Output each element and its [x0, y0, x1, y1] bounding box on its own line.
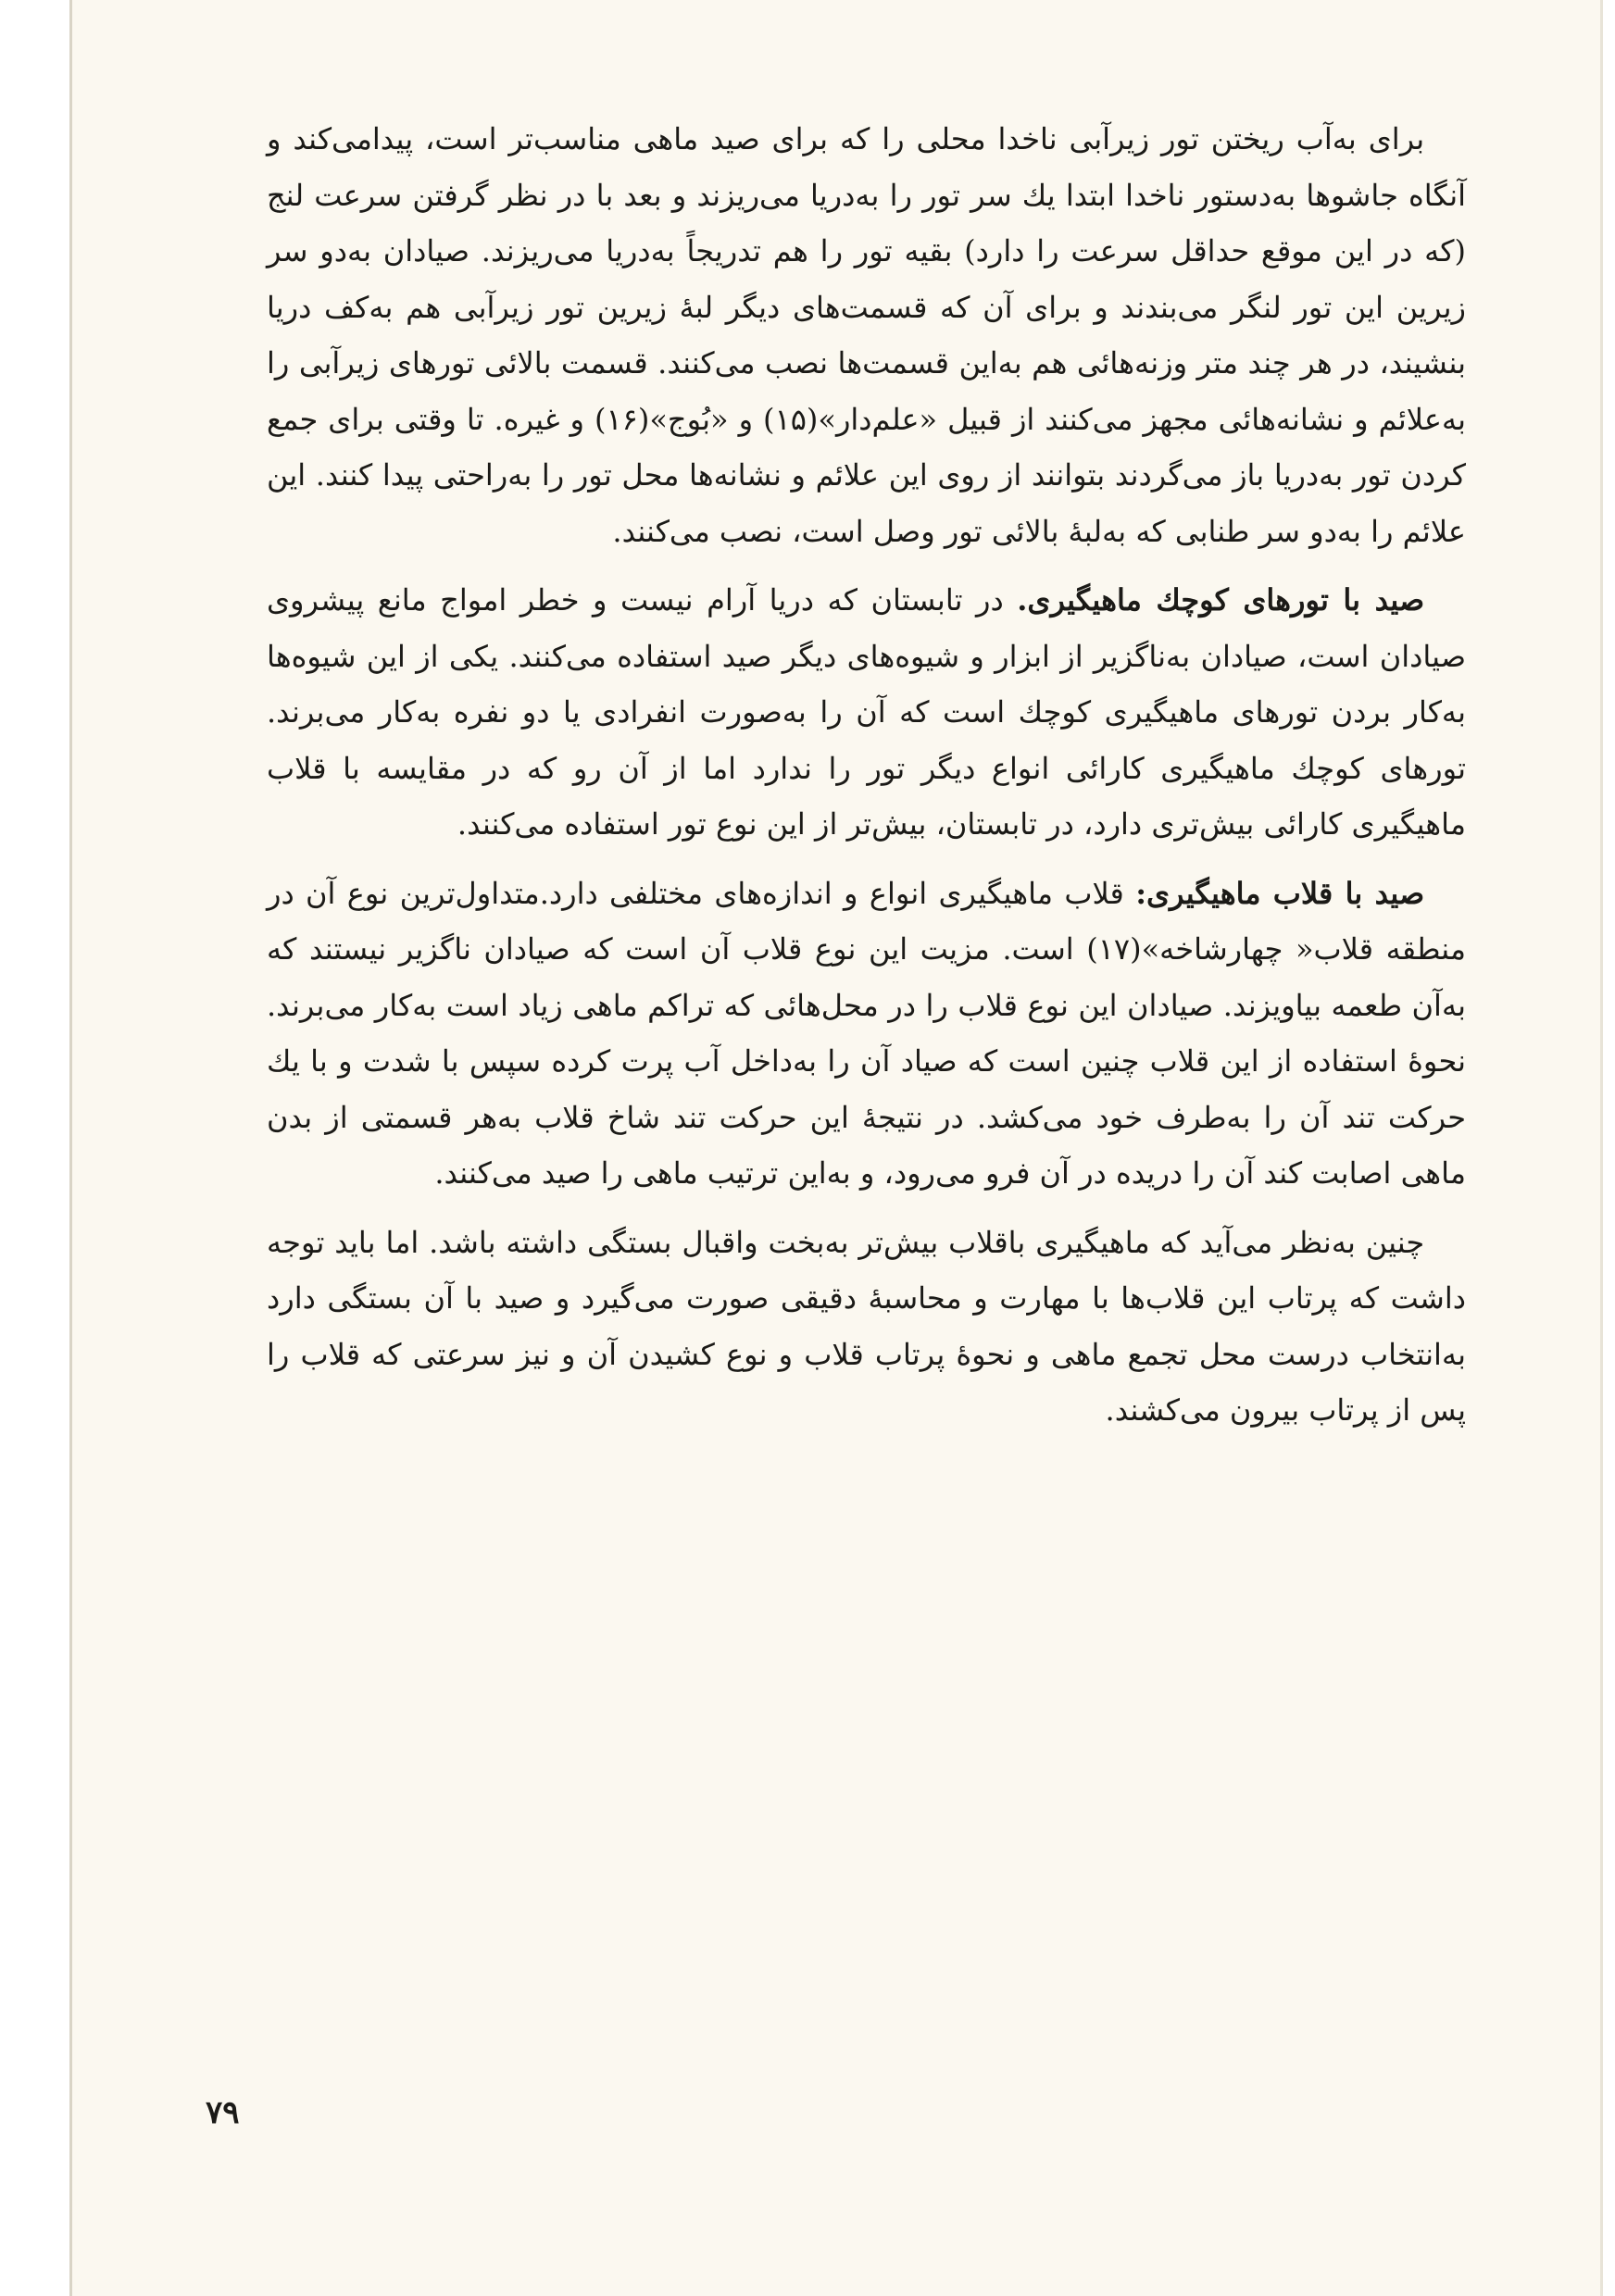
section-heading-small-nets: صید با تورهای کوچك ماهیگیری.	[1017, 582, 1425, 618]
paragraph-hook-fishing	[267, 866, 1466, 1202]
paragraph-net-laying	[267, 111, 1466, 559]
paragraph-text: در تابستان که دریا آرام نیست و خطر امواج مانع پیشروی صیادان است، صیادان به‌ناگزیر از ابزار و شیوه‌های دیگر صید استفاده می‌کنند. یکی از این شیوه‌ها به‌کار بردن تورهای ماهیگیری کوچك است که آن را به‌صورت انفرادی یا دو نفره به‌کار می‌برند. تورهای کوچك ماهیگیری کارائی انواع دیگر تور را ندارد اما از آن رو که در مقایسه با قلاب ماهیگیری کارائی بیش‌تری دارد، در تابستان، بیش‌تر از این نوع تور استفاده می‌کنند.	[267, 582, 1466, 842]
paragraph-text: چنین به‌نظر می‌آید که ماهیگیری باقلاب بیش‌تر به‌بخت واقبال بستگی داشته باشد. اما باید توجه داشت که پرتاب این قلاب‌ها با مهارت و محاسبهٔ دقیقی صورت می‌گیرد و صید با آن بستگی دارد به‌انتخاب درست محل تجمع ماهی و نحوهٔ پرتاب قلاب و نوع کشیدن آن و نیز سرعتی که قلاب را پس از پرتاب بیرون می‌کشند.	[267, 1224, 1467, 1428]
book-page	[72, 0, 1600, 2296]
section-heading-hook-fishing: صید با قلاب ماهیگیری:	[1135, 875, 1425, 911]
page-number: ۷۹	[206, 2094, 240, 2131]
paragraph-hook-skill	[267, 1215, 1466, 1439]
body-text	[267, 111, 1466, 1439]
paragraph-text: قلاب ماهیگیری انواع و اندازه‌های مختلفی دارد.متداول‌ترین نوع آن در منطقه قلاب« چهارشاخه»(۱۷) است. مزیت این نوع قلاب آن است که صیادان ناگزیر نیستند که به‌آن طعمه بیاویزند. صیادان این نوع قلاب را در محل‌هائی که تراکم ماهی زیاد است به‌کار می‌برند. نحوهٔ استفاده از این قلاب چنین است که صیاد آن را به‌داخل آب پرت کرده سپس با شدت و با یك حرکت تند آن را به‌طرف خود می‌کشد. در نتیجهٔ این حرکت تند شاخ قلاب به‌هر قسمتی از بدن ماهی اصابت کند آن را دریده در آن فرو می‌رود، و به‌این ترتیب ماهی را صید می‌کنند.	[267, 875, 1467, 1191]
paragraph-small-nets	[267, 572, 1466, 853]
paragraph-text: برای به‌آب ریختن تور زیرآبی ناخدا محلی را که برای صید ماهی مناسب‌تر است، پیدامی‌کند و آنگاه جاشوها به‌دستور ناخدا ابتدا یك سر تور را به‌دریا می‌ریزند و بعد با در نظر گرفتن سرعت لنج (که در این موقع حداقل سرعت را دارد) بقیه تور را هم تدریجاً به‌دریا می‌ریزند. صیادان به‌دو سر زیرین این تور لنگر می‌بندند و برای آن که قسمت‌های دیگر لبهٔ زیرین تور زیرآبی هم به‌کف دریا بنشیند، در هر چند متر وزنه‌هائی هم به‌این قسمت‌ها نصب می‌کنند. قسمت بالائی تورهای زیرآبی را به‌علائم و نشانه‌هائی مجهز می‌کنند از قبیل «علم‌دار»(۱۵) و «بُوج»(۱۶) و غیره. تا وقتی برای جمع کردن تور به‌دریا باز می‌گردند بتوانند از روی این علائم و نشانه‌ها محل تور را به‌راحتی پیدا کنند. این علائم را به‌دو سر طنابی که به‌لبهٔ بالائی تور وصل است، نصب می‌کنند.	[267, 121, 1467, 549]
